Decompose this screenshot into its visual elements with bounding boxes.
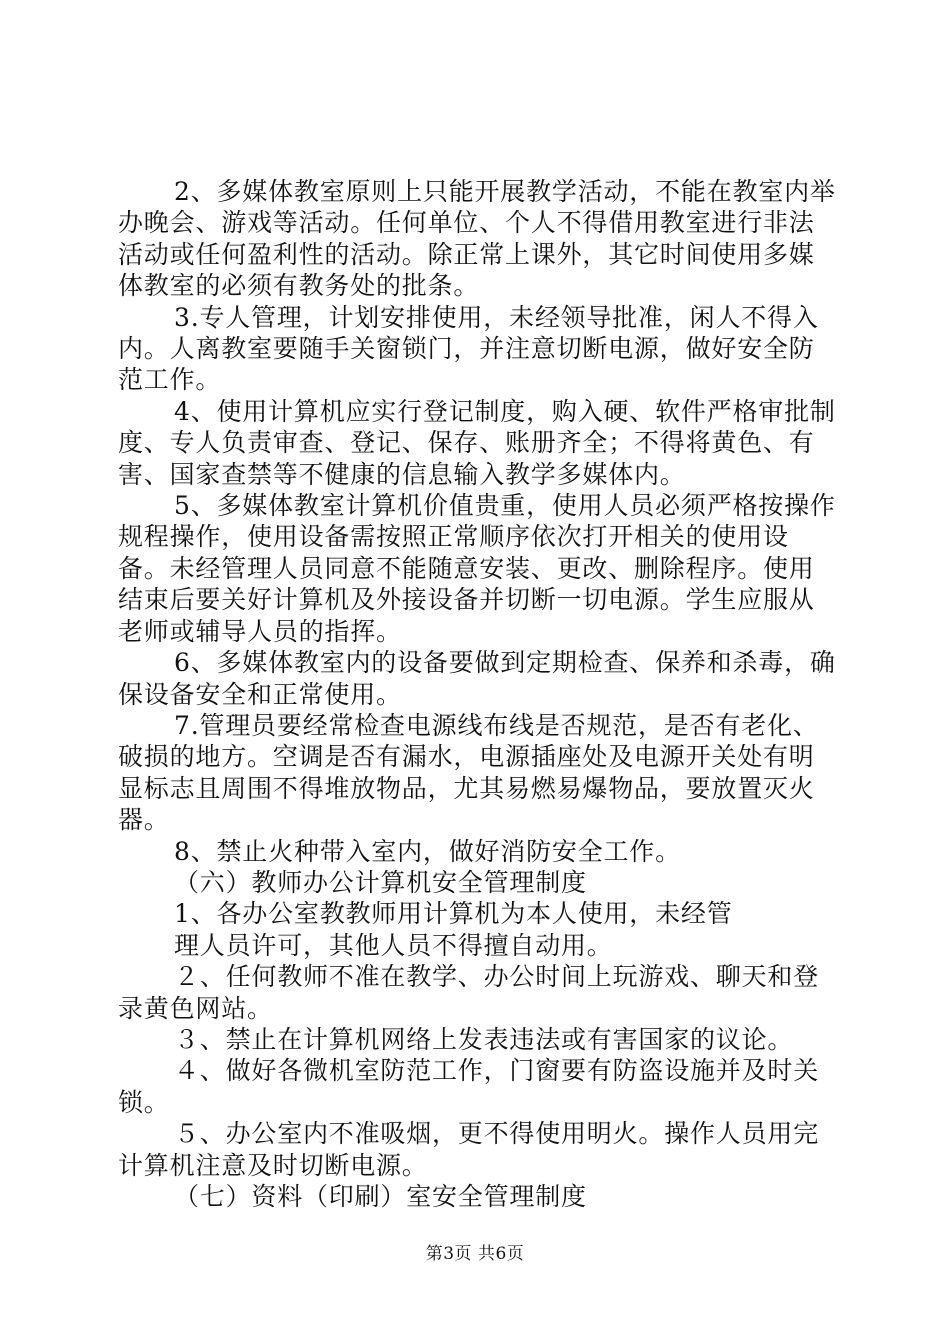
paragraph-office-rule-2: ２、任何教师不准在教学、办公时间上玩游戏、聊天和登录黄色网站。 (118, 962, 820, 1023)
paragraph-rule-2: 2、多媒体教室原则上只能开展教学活动，不能在教室内举办晚会、游戏等活动。任何单位、个人不得借用教室进行非法活动或任何盈利性的活动。除正常上课外，其它时间使用多媒体教室的必须有教务处的批条。 (118, 177, 836, 301)
paragraph-rule-4: 4、使用计算机应实行登记制度，购入硬、软件严格审批制度、专人负责审查、登记、保存、账册齐全；不得将黄色、有害、国家查禁等不健康的信息输入教学多媒体内。 (118, 396, 836, 489)
paragraph-office-rule-1: 1、各办公室教教师用计算机为本人使用，未经管 (174, 899, 733, 929)
paragraph-office-rule-3: ３、禁止在计算机网络上发表违法或有害国家的议论。 (174, 1024, 794, 1054)
paragraph-rule-3: 3.专人管理，计划安排使用，未经领导批准，闲人不得入内。人离教室要随手关窗锁门，并注意切断电源，做好安全防范工作。 (118, 302, 819, 395)
section-heading-seven: （七）资料（印刷）室安全管理制度 (174, 1182, 587, 1211)
paragraph-rule-5: 5、多媒体教室计算机价值贵重，使用人员必须严格按操作规程操作，使用设备需按照正常顺序依次打开相关的使用设备。未经管理人员同意不能随意安装、更改、删除程序。使用结束后要关好计算机及外接设备并切断一切电源。学生应服从老师或辅导人员的指挥。 (118, 491, 836, 646)
document-body (118, 176, 838, 1212)
paragraph-rule-7: 7.管理员要经常检查电源线布线是否规范，是否有老化、破损的地方。空调是否有漏水，电源插座处及电源开关处有明显标志且周围不得堆放物品，尤其易燃易爆物品，要放置灭火器。 (118, 710, 819, 835)
paragraph-rule-6: 6、多媒体教室内的设备要做到定期检查、保养和杀毒，确保设备安全和正常使用。 (118, 648, 836, 709)
paragraph-office-rule-5: ５、办公室内不准吸烟，更不得使用明火。操作人员用完计算机注意及时切断电源。 (118, 1119, 820, 1180)
paragraph-office-rule-1-cont: 理人员许可，其他人员不得擅自动用。 (174, 930, 613, 960)
page-number-footer: 第3页 共6页 (425, 1244, 525, 1264)
paragraph-rule-8: 8、禁止火种带入室内，做好消防安全工作。 (174, 836, 681, 866)
paragraph-office-rule-4: ４、做好各微机室防范工作，门窗要有防盗设施并及时关锁。 (118, 1056, 820, 1117)
section-heading-six: （六）教师办公计算机安全管理制度 (174, 867, 587, 897)
